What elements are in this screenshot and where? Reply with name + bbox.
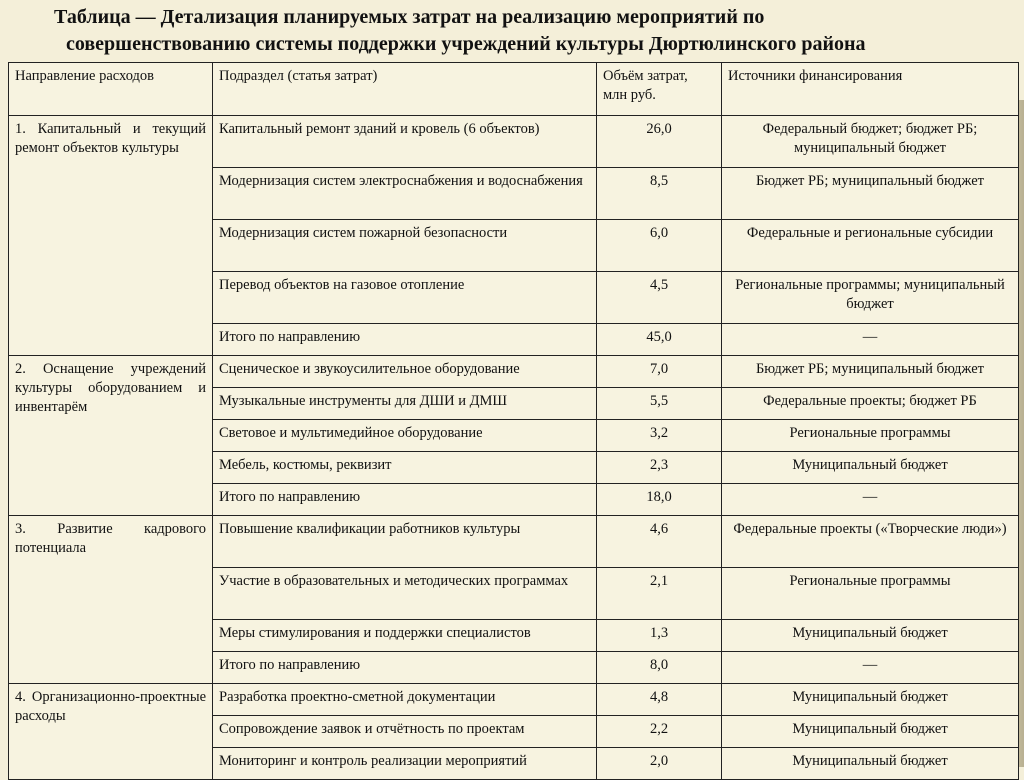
source-cell: Региональные программы; муниципальный бюджет: [722, 272, 1019, 324]
subsection-cell: Итого по направлению: [213, 484, 597, 516]
source-cell: —: [722, 484, 1019, 516]
subsection-cell: Модернизация систем электроснабжения и водоснабжения: [213, 168, 597, 220]
volume-cell: 4,6: [597, 516, 722, 568]
source-cell: Региональные программы: [722, 420, 1019, 452]
volume-cell: 7,0: [597, 356, 722, 388]
volume-cell: 1,3: [597, 620, 722, 652]
source-cell: Муниципальный бюджет: [722, 748, 1019, 780]
source-cell: Федеральные проекты («Творческие люди»): [722, 516, 1019, 568]
table-row: [9, 684, 1019, 716]
volume-cell: 26,0: [597, 116, 722, 168]
volume-cell: 4,5: [597, 272, 722, 324]
volume-cell: 45,0: [597, 324, 722, 356]
direction-cell: 3. Развитие кадрового потенциала: [9, 516, 213, 684]
source-cell: Федеральные проекты; бюджет РБ: [722, 388, 1019, 420]
subsection-cell: Световое и мультимедийное оборудование: [213, 420, 597, 452]
volume-cell: 6,0: [597, 220, 722, 272]
subsection-cell: Повышение квалификации работников культуры: [213, 516, 597, 568]
source-cell: —: [722, 324, 1019, 356]
direction-cell: 1. Капитальный и текущий ремонт объектов культуры: [9, 116, 213, 356]
table-header-row: [9, 63, 1019, 116]
subsection-cell: Модернизация систем пожарной безопасности: [213, 220, 597, 272]
subsection-cell: Сценическое и звукоусилительное оборудование: [213, 356, 597, 388]
title-line-2: совершенствованию системы поддержки учреждений культуры Дюртюлинского района: [66, 33, 866, 55]
subsection-cell: Музыкальные инструменты для ДШИ и ДМШ: [213, 388, 597, 420]
source-cell: Бюджет РБ; муниципальный бюджет: [722, 168, 1019, 220]
volume-cell: 5,5: [597, 388, 722, 420]
source-cell: Федеральные и региональные субсидии: [722, 220, 1019, 272]
subsection-cell: Капитальный ремонт зданий и кровель (6 объектов): [213, 116, 597, 168]
subsection-cell: Итого по направлению: [213, 652, 597, 684]
volume-cell: 3,2: [597, 420, 722, 452]
page-title: [14, 4, 1014, 58]
header-subsection: Подраздел (статья затрат): [213, 63, 597, 116]
volume-cell: 8,0: [597, 652, 722, 684]
source-cell: Федеральный бюджет; бюджет РБ; муниципальный бюджет: [722, 116, 1019, 168]
volume-cell: 2,2: [597, 716, 722, 748]
direction-cell: 2. Оснащение учреждений культуры оборудованием и инвентарём: [9, 356, 213, 516]
subsection-cell: Меры стимулирования и поддержки специалистов: [213, 620, 597, 652]
table-row: [9, 356, 1019, 388]
source-cell: Региональные программы: [722, 568, 1019, 620]
cost-table: [8, 62, 1019, 780]
volume-cell: 2,1: [597, 568, 722, 620]
volume-cell: 4,8: [597, 684, 722, 716]
volume-cell: 8,5: [597, 168, 722, 220]
subsection-cell: Мебель, костюмы, реквизит: [213, 452, 597, 484]
volume-cell: 2,3: [597, 452, 722, 484]
header-direction: Направление расходов: [9, 63, 213, 116]
volume-cell: 2,0: [597, 748, 722, 780]
volume-cell: 18,0: [597, 484, 722, 516]
direction-cell: 4. Организационно-проектные расходы: [9, 684, 213, 780]
table-row: [9, 516, 1019, 568]
table-row: [9, 116, 1019, 168]
source-cell: Муниципальный бюджет: [722, 684, 1019, 716]
subsection-cell: Участие в образовательных и методических программах: [213, 568, 597, 620]
source-cell: Муниципальный бюджет: [722, 716, 1019, 748]
source-cell: —: [722, 652, 1019, 684]
title-line-1: Таблица — Детализация планируемых затрат на реализацию мероприятий по: [54, 6, 765, 28]
subsection-cell: Перевод объектов на газовое отопление: [213, 272, 597, 324]
subsection-cell: Разработка проектно-сметной документации: [213, 684, 597, 716]
subsection-cell: Мониторинг и контроль реализации мероприятий: [213, 748, 597, 780]
subsection-cell: Сопровождение заявок и отчётность по проектам: [213, 716, 597, 748]
subsection-cell: Итого по направлению: [213, 324, 597, 356]
source-cell: Бюджет РБ; муниципальный бюджет: [722, 356, 1019, 388]
source-cell: Муниципальный бюджет: [722, 452, 1019, 484]
header-source: Источники финансирования: [722, 63, 1019, 116]
header-volume: Объём затрат, млн руб.: [597, 63, 722, 116]
source-cell: Муниципальный бюджет: [722, 620, 1019, 652]
